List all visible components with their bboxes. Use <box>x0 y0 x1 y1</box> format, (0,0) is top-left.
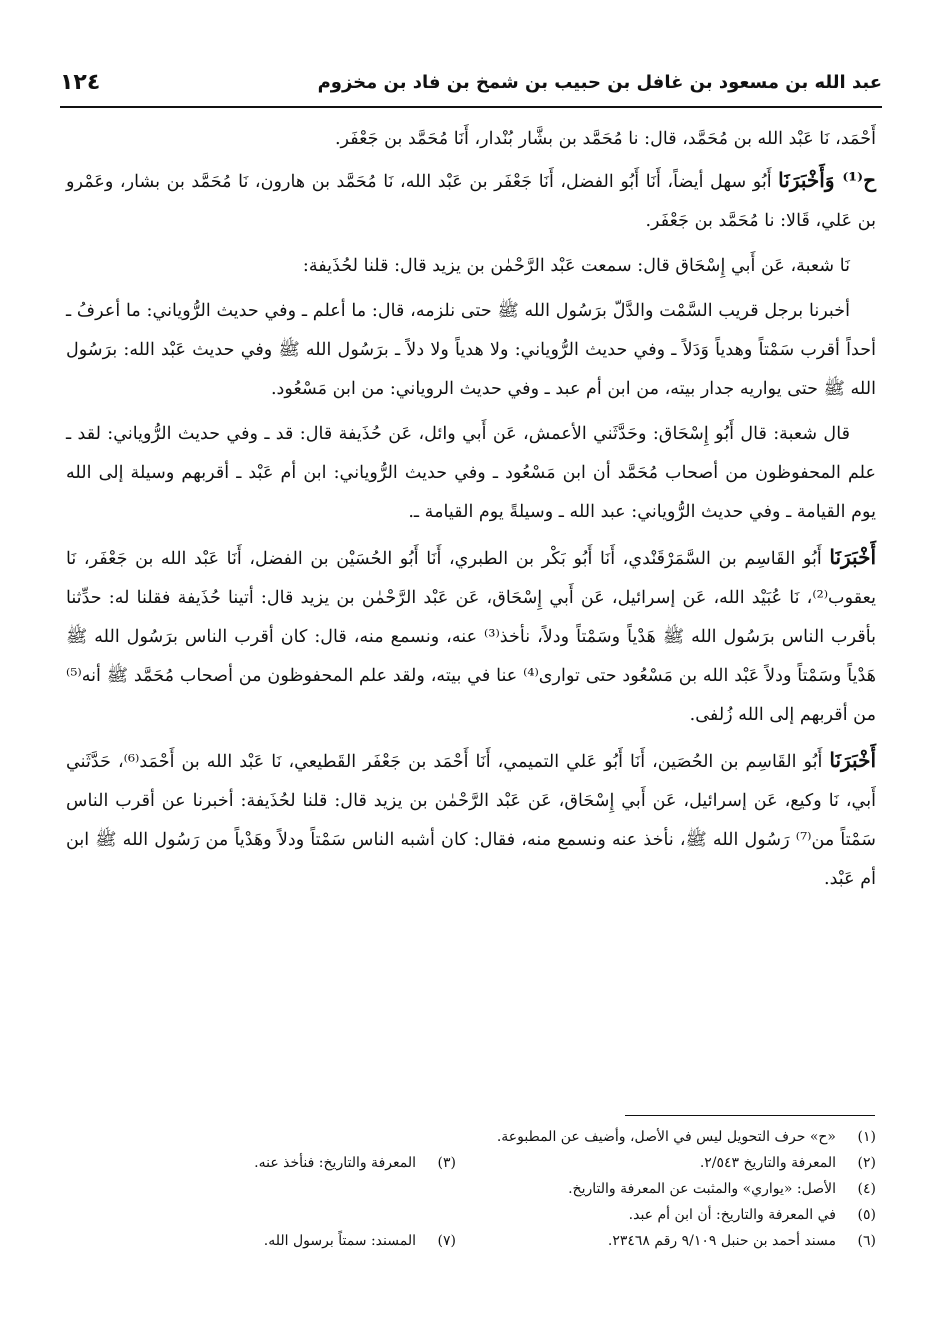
paragraph-lead: أَخْبَرَنَا <box>829 748 876 772</box>
footnote <box>264 1228 456 1254</box>
page-number: ١٢٤ <box>60 69 101 95</box>
paragraph <box>66 120 876 159</box>
footnote-row <box>66 1176 876 1202</box>
paragraph <box>66 741 876 899</box>
footnote-number: (٧) <box>437 1233 456 1249</box>
paragraph <box>66 415 876 532</box>
footnote-row <box>66 1150 876 1176</box>
footnote-number: (٦) <box>857 1233 876 1249</box>
footnote-text: مسند أحمد بن حنبل ٩/١٠٩ رقم ٢٣٤٦٨. <box>607 1233 836 1249</box>
paragraph-text: قال شعبة: قال أَبُو إِسْحَاق: وحَدَّثَني الأعمش، عَن أَبي وائل، عَن حُذَيفة قال: قد ـ وفي حديث الرُّوياني: لقد ـ علم المحفوظون من أصحاب مُحَمَّد أن ابن مَسْعُود ـ وفي حديث الرُّوياني: ابن أم عَبْد ـ أقربهم وسيلة إلى الله يوم القيامة ـ وفي حديث الرُّوياني: عبد الله ـ وسيلةً يوم القيامة ـ. <box>66 424 876 522</box>
footnote-row <box>66 1124 876 1150</box>
running-title: عبد الله بن مسعود بن غافل بن حبيب بن شمخ بن فاد بن مخزوم <box>317 71 882 93</box>
footnote-text: «ح» حرف التحويل ليس في الأصل، وأضيف عن المطبوعة. <box>496 1129 836 1145</box>
header-rule <box>60 106 882 108</box>
footnote <box>497 1124 876 1150</box>
footnote-text: في المعرفة والتاريخ: أن ابن أم عبد. <box>628 1207 836 1223</box>
footnote-number: (٥) <box>857 1207 876 1223</box>
footnote-number: (٢) <box>857 1155 876 1171</box>
paragraph-text: أَبُو سهل أيضاً، أَنَا أَبُو الفضل، أَنَا جَعْفَر بن عَبْد الله، نَا مُحَمَّد بن هارون، نَا مُحَمَّد بن بشار، وعَمْرو بن عَلي، قَالا: نا مُحَمَّد بن جَعْفَر. <box>66 172 876 231</box>
footnote-text: المعرفة والتاريخ: فنأخذ عنه. <box>254 1155 416 1171</box>
footnote <box>254 1150 456 1176</box>
paragraph <box>66 292 876 409</box>
footnote <box>456 1150 876 1176</box>
footnote-rule <box>625 1115 875 1116</box>
footnote-row <box>66 1228 876 1254</box>
paragraph-text: أَحْمَد، نَا عَبْد الله بن مُحَمَّد، قال: نا مُحَمَّد بن بشَّار بُنْدار، أَنَا مُحَمَّد بن جَعْفَر. <box>334 129 876 149</box>
paragraph-text: أَبُو القَاسِم بن الحُصَين، أَنَا أَبُو عَلي التميمي، أَنَا أَحْمَد بن جَعْفَر القَطيعي، نَا عَبْد الله بن أَحْمَد⁽⁶⁾، حَدَّثَني أَبي، نَا وكيع، عَن إسرائيل، عَن أَبي إِسْحَاق، عَن عَبْد الرَّحْمٰن بن يزيد قال: قلنا لحُذَيفة: أخبرنا عن أقرب الناس سَمْتاً من⁽⁷⁾ رَسُول الله ﷺ، نأخذ عنه ونسمع منه، فقال: كان أشبه الناس سَمْتاً ودلاً وهَدْياً من رَسُول الله ﷺ ابن أم عَبْد. <box>66 752 876 889</box>
main-text <box>66 120 876 905</box>
paragraph-text: أخبرنا برجل قريب السَّمْت والدَّلّ برَسُول الله ﷺ حتى نلزمه، قال: ما أعلم ـ وفي حديث الرُّوياني: ما أعرفُ ـ أحداً أقرب سَمْتاً وهدياً وَدَلاً ـ وفي حديث الرُّوياني: ولا هدياً ولا دلاً ـ برَسُول الله ﷺ وفي حديث عَبْد الله: برَسُول الله ﷺ حتى يواريه جدار بيته، من ابن أم عبد ـ وفي حديث الروياني: من ابن مَسْعُود. <box>66 301 876 399</box>
paragraph-text: أَبُو القَاسِم بن السَّمَرْقَنْدي، أَنَا أَبُو بَكْر بن الطبري، أَنَا أَبُو الحُسَيْن بن الفضل، أَنَا عَبْد الله بن جَعْفَر، نَا يعقوب⁽²⁾، نَا عُبَيْد الله، عَن إسرائيل، عَن أَبي إِسْحَاق، عَن عَبْد الرَّحْمٰن بن يزيد قال: أتينا حُذَيفة فقلنا له: حدِّثنا بأقرب الناس برَسُول الله ﷺ هَدْياً وسَمْتاً ودلاً، نأخذ⁽³⁾ عنه، ونسمع منه، قال: كان أقرب الناس برَسُول الله ﷺ هَدْياً وسَمْتاً ودلاً عَبْد الله بن مَسْعُود حتى توارى⁽⁴⁾ عنا في بيته، ولقد علم المحفوظون من أصحاب مُحَمَّد ﷺ أنه⁽⁵⁾ من أقربهم إلى الله زُلفى. <box>66 549 876 725</box>
paragraph-lead: أَخْبَرَنَا <box>829 545 877 569</box>
footnote-row <box>66 1202 876 1228</box>
paragraph <box>66 247 876 286</box>
footnote-text: المعرفة والتاريخ ٢/٥٤٣. <box>699 1155 836 1171</box>
footnote <box>629 1202 876 1228</box>
footnote-text: المسند: سمتاً برسول الله. <box>263 1233 416 1249</box>
footnote-number: (١) <box>857 1129 876 1145</box>
footnote <box>568 1176 876 1202</box>
page-header <box>60 62 882 102</box>
footnote-number: (٤) <box>857 1181 876 1197</box>
paragraph <box>66 161 876 241</box>
paragraph <box>66 538 876 735</box>
footnotes <box>66 1124 876 1254</box>
footnote-number: (٣) <box>437 1155 456 1171</box>
paragraph-lead: ح⁽¹⁾ وَأَخْبَرَنَا <box>778 168 876 192</box>
footnote-text: الأصل: «يواري» والمثبت عن المعرفة والتاريخ. <box>568 1181 836 1197</box>
footnote <box>456 1228 876 1254</box>
paragraph-text: نَا شعبة، عَن أَبي إِسْحَاق قال: سمعت عَبْد الرَّحْمٰن بن يزيد قال: قلنا لحُذَيفة: <box>302 256 850 276</box>
